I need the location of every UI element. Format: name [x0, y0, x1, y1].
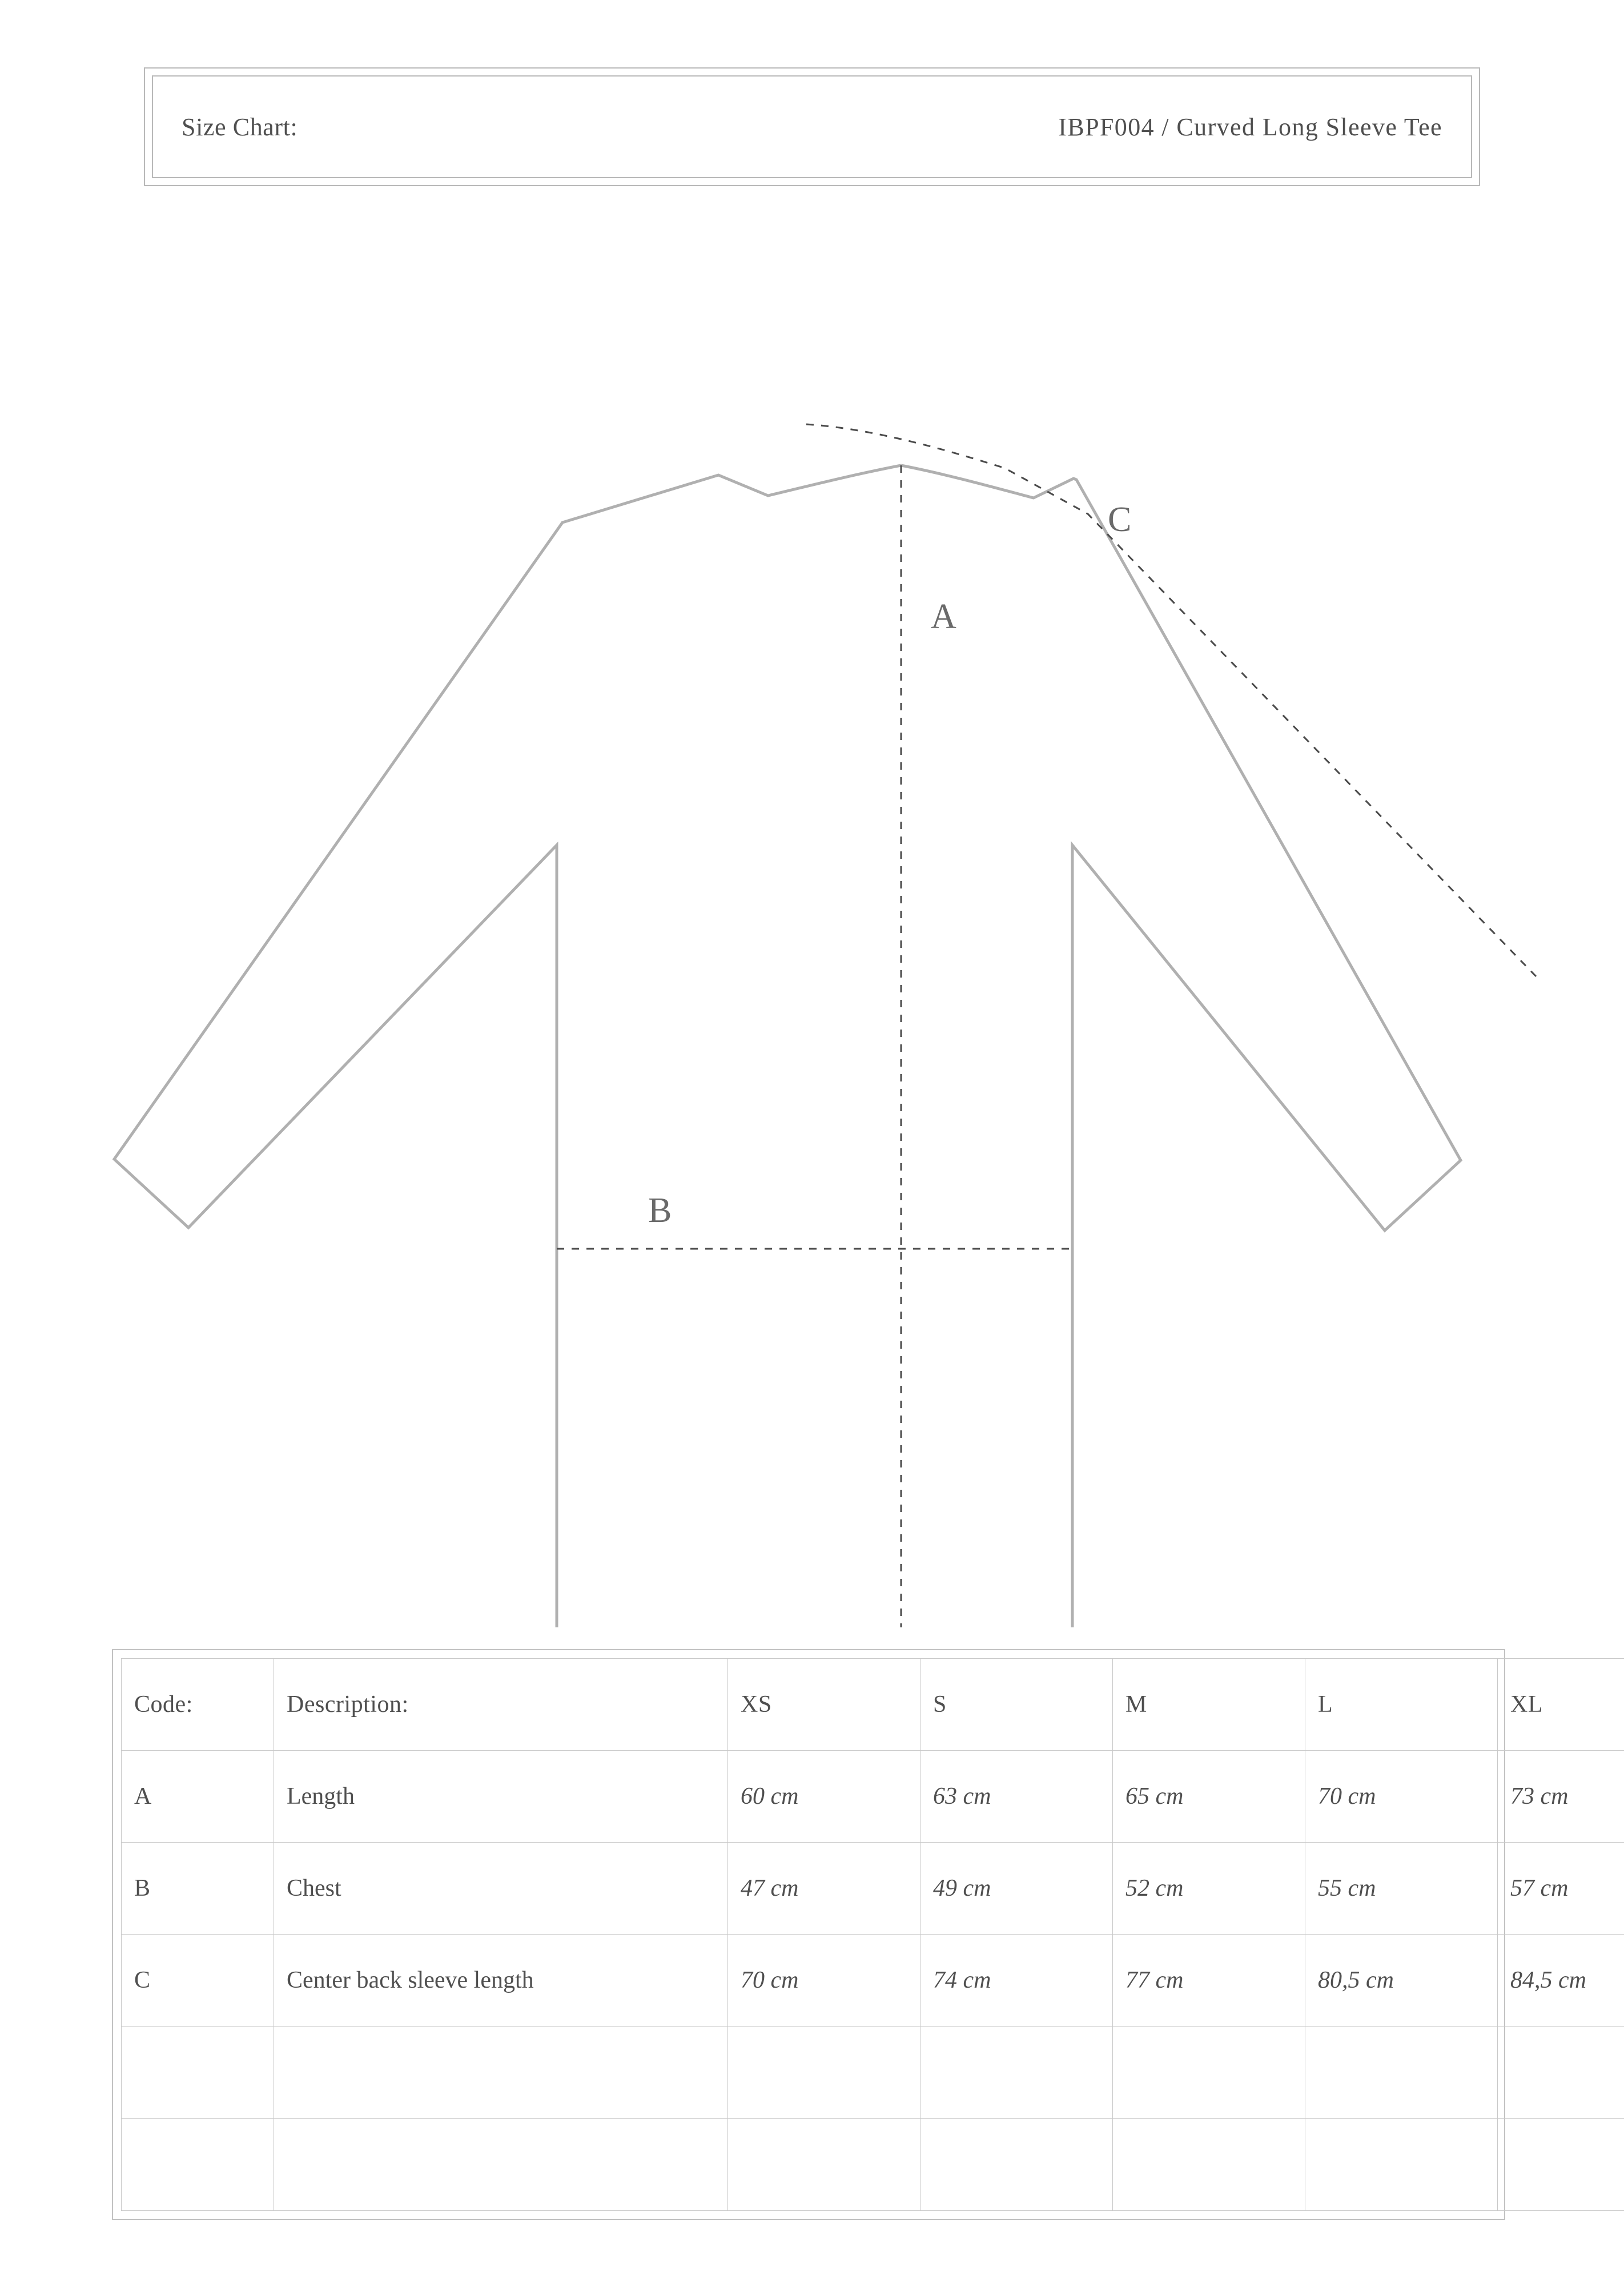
row-value-l: 70 cm	[1305, 1751, 1498, 1843]
row-value-xs	[728, 2026, 920, 2118]
column-header-code: Code:	[122, 1659, 274, 1751]
table-row	[122, 2026, 1624, 2118]
column-header-s: S	[920, 1659, 1113, 1751]
size-chart-header	[144, 67, 1480, 186]
row-value-xs: 70 cm	[728, 1935, 920, 2026]
row-value-xl	[1498, 2026, 1624, 2118]
measurements-table	[121, 1658, 1624, 2211]
row-value-m: 77 cm	[1113, 1935, 1305, 2026]
row-code: B	[122, 1843, 274, 1935]
row-value-m: 52 cm	[1113, 1843, 1305, 1935]
label-b: B	[648, 1191, 672, 1230]
row-value-s: 74 cm	[920, 1935, 1113, 2026]
table-row	[122, 1843, 1624, 1935]
measurements-table-frame	[112, 1649, 1586, 2220]
row-description: Length	[274, 1751, 728, 1843]
column-header-description: Description:	[274, 1659, 728, 1751]
row-value-m	[1113, 2118, 1305, 2210]
row-value-xs	[728, 2118, 920, 2210]
row-value-s: 63 cm	[920, 1751, 1113, 1843]
size-chart-header-inner	[152, 75, 1472, 178]
sleeve-measure-line	[806, 424, 1536, 976]
row-value-l	[1305, 2026, 1498, 2118]
row-code	[122, 2118, 274, 2210]
table-header-row	[122, 1659, 1624, 1751]
row-code	[122, 2026, 274, 2118]
table-row	[122, 1935, 1624, 2026]
row-value-xl: 73 cm	[1498, 1751, 1624, 1843]
column-header-xl: XL	[1498, 1659, 1624, 1751]
column-header-m: M	[1113, 1659, 1305, 1751]
label-a: A	[931, 597, 956, 636]
row-value-xs: 60 cm	[728, 1751, 920, 1843]
row-description	[274, 2026, 728, 2118]
table-row	[122, 2118, 1624, 2210]
row-code: A	[122, 1751, 274, 1843]
size-chart-label: Size Chart:	[182, 112, 298, 141]
row-value-l: 55 cm	[1305, 1843, 1498, 1935]
row-value-xl	[1498, 2118, 1624, 2210]
column-header-xs: XS	[728, 1659, 920, 1751]
row-value-xl: 84,5 cm	[1498, 1935, 1624, 2026]
row-value-xs: 47 cm	[728, 1843, 920, 1935]
table-row	[122, 1751, 1624, 1843]
row-value-l: 80,5 cm	[1305, 1935, 1498, 2026]
row-description: Chest	[274, 1843, 728, 1935]
row-value-s: 49 cm	[920, 1843, 1113, 1935]
row-value-m	[1113, 2026, 1305, 2118]
column-header-l: L	[1305, 1659, 1498, 1751]
row-description	[274, 2118, 728, 2210]
row-value-s	[920, 2118, 1113, 2210]
product-title: IBPF004 / Curved Long Sleeve Tee	[1058, 112, 1442, 141]
row-value-xl: 57 cm	[1498, 1843, 1624, 1935]
label-c: C	[1108, 500, 1132, 539]
row-value-s	[920, 2026, 1113, 2118]
row-value-m: 65 cm	[1113, 1751, 1305, 1843]
garment-illustration	[0, 400, 1624, 1627]
row-value-l	[1305, 2118, 1498, 2210]
row-description: Center back sleeve length	[274, 1935, 728, 2026]
row-code: C	[122, 1935, 274, 2026]
